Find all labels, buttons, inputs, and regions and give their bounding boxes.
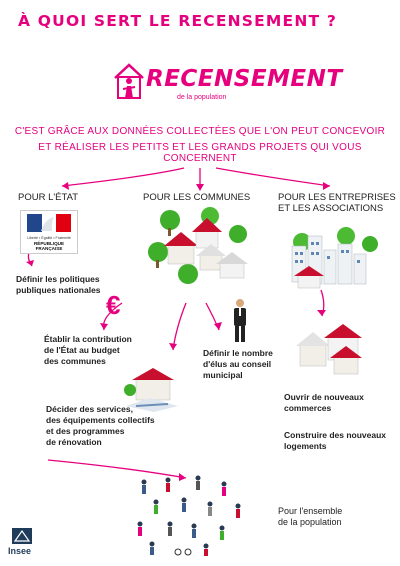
arrow-services — [173, 303, 186, 350]
marianne-flag-icon — [21, 211, 77, 235]
column-state-heading: POUR L'ÉTAT — [18, 192, 79, 203]
logo-subtitle: de la population — [177, 94, 227, 101]
insee-logo-icon — [12, 528, 32, 544]
intro-line-2: ET RÉALISER LES PETITS ET LES GRANDS PROJETS QUI VOUS CONCERNENT — [38, 142, 362, 164]
euro-symbol: € — [106, 290, 121, 320]
label-elected-officials: Définir le nombre d'élus au conseil municipal — [203, 348, 273, 380]
label-state-contribution: Établir la contribution de l'État au budget des communes — [44, 334, 132, 366]
label-state-policies: Définir les politiques publiques nationales — [16, 274, 101, 295]
city-illustration — [286, 224, 382, 294]
label-housing: Construire des nouveaux logements — [284, 430, 387, 451]
logo-wordmark: RECENSEMENT — [146, 66, 343, 92]
housing-illustration — [296, 322, 368, 378]
column-companies-heading: POUR LES ENTREPRISES ET LES ASSOCIATIONS — [278, 192, 396, 214]
elected-official-icon — [230, 298, 250, 346]
insee-wordmark: Insee — [8, 546, 32, 556]
column-communes-heading: POUR LES COMMUNES — [143, 192, 251, 203]
label-businesses: Ouvrir de nouveaux commerces — [284, 392, 364, 413]
republic-name: RÉPUBLIQUE FRANÇAISE — [33, 241, 65, 251]
page-title: À QUOI SERT LE RECENSEMENT ? — [18, 12, 338, 30]
republic-motto: Liberté • Égalité • Fraternité — [27, 236, 71, 240]
arrow-to-companies — [216, 168, 330, 186]
arrow-to-state — [62, 168, 184, 186]
intro-line-1: C'EST GRÂCE AUX DONNÉES COLLECTÉES QUE L'ON PEUT CONCEVOIR — [14, 126, 386, 137]
republique-francaise-logo — [20, 210, 78, 254]
crowd-illustration — [128, 472, 256, 556]
label-services: Décider des services, des équipements collectifs et des programmes de rénovation — [46, 404, 155, 447]
label-population: Pour l'ensemble de la population — [278, 506, 343, 527]
village-illustration — [140, 204, 252, 294]
